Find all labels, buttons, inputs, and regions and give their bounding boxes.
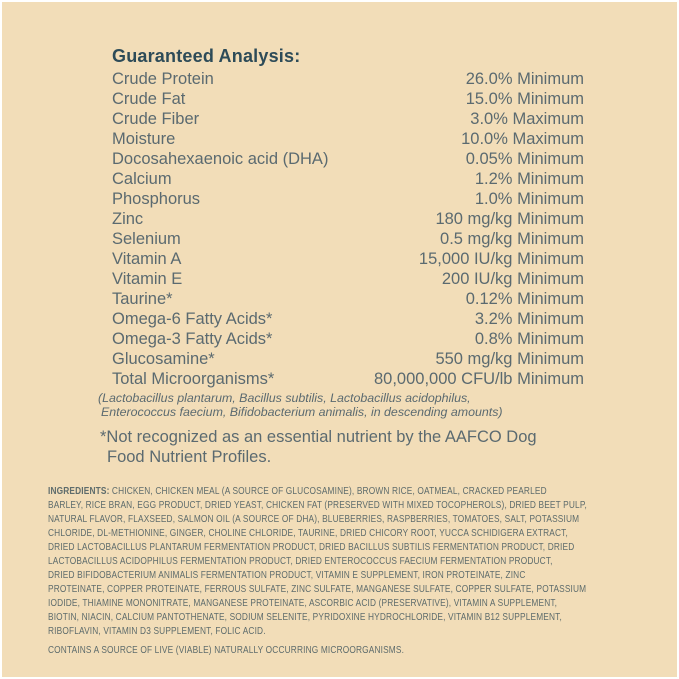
guaranteed-analysis-table (112, 69, 584, 389)
text-line: IODIDE, THIAMINE MONONITRATE, MANGANESE PROTEINATE, ASCORBIC ACID (PRESERVATIVE), VITAMIN A SUPPLEMENT, (48, 598, 558, 609)
nutrient-name: Vitamin E (112, 270, 183, 288)
nutrient-name: Crude Fiber (112, 110, 200, 128)
text-line: BIOTIN, NIACIN, CALCIUM PANTOTHENATE, SODIUM SELENITE, PYRIDOXINE HYDROCHLORIDE, VITAMIN B12 SUPPLEMENT, (48, 612, 562, 623)
analysis-row (112, 329, 584, 349)
nutrient-name: Crude Fat (112, 90, 186, 108)
nutrient-value: 0.12% Minimum (465, 290, 584, 308)
nutrient-name: Crude Protein (112, 70, 214, 88)
text-line: Enterococcus faecium, Bifidobacterium animalis, in descending amounts) (101, 405, 503, 419)
text-line: BARLEY, RICE BRAN, EGG PRODUCT, DRIED YEAST, CHICKEN FAT (PRESERVED WITH MIXED TOCOPHEROLS), DRIED BEET PULP, (48, 500, 587, 511)
text-line: PROTEINATE, COPPER PROTEINATE, FERROUS SULFATE, ZINC SULFATE, MANGANESE SULFATE, COPPER SULFATE, POTASSIUM (48, 584, 587, 595)
nutrient-value: 3.2% Minimum (474, 310, 584, 328)
aafco-footnote (100, 427, 600, 467)
analysis-row (112, 189, 584, 209)
text-line: DRIED LACTOBACILLUS PLANTARUM FERMENTATION PRODUCT, DRIED BACILLUS SUBTILIS FERMENTATION PRODUCT, DRIED (48, 542, 575, 553)
nutrient-name: Vitamin A (112, 250, 182, 268)
nutrient-value: 0.05% Minimum (465, 150, 584, 168)
nutrient-value: 80,000,000 CFU/lb Minimum (373, 370, 584, 388)
analysis-row (112, 349, 584, 369)
analysis-row (112, 269, 584, 289)
nutrient-name: Zinc (112, 210, 144, 228)
ingredients-first-line-text: CHICKEN, CHICKEN MEAL (A SOURCE OF GLUCOSAMINE), BROWN RICE, OATMEAL, CRACKED PEARLED (111, 486, 547, 497)
analysis-row (112, 209, 584, 229)
text-line: *Not recognized as an essential nutrient by the AAFCO Dog (100, 428, 537, 446)
ingredients-continuation-lines (48, 499, 640, 639)
text-line: Food Nutrient Profiles. (107, 448, 272, 466)
text-line: LACTOBACILLUS ACIDOPHILUS FERMENTATION PRODUCT, DRIED ENTEROCOCCUS FAECIUM FERMENTATION PRODUCT, (48, 556, 553, 567)
text-line: CHLORIDE, DL-METHIONINE, GINGER, CHOLINE CHLORIDE, TAURINE, DRIED CHICORY ROOT, YUCCA SCHIDIGERA EXTRACT, (48, 528, 568, 539)
nutrient-name: Glucosamine* (112, 350, 215, 368)
analysis-row (112, 169, 584, 189)
nutrient-value: 180 mg/kg Minimum (435, 210, 584, 228)
microorganism-species-note (98, 391, 578, 419)
nutrient-value: 3.0% Maximum (470, 110, 584, 128)
nutrient-value: 26.0% Minimum (465, 70, 584, 88)
nutrient-name: Omega-3 Fatty Acids* (112, 330, 273, 348)
nutrient-value: 15,000 IU/kg Minimum (418, 250, 584, 268)
nutrient-value: 1.0% Minimum (474, 190, 584, 208)
nutrient-name: Phosphorus (112, 190, 201, 208)
ingredients-section (48, 485, 640, 658)
analysis-row (112, 89, 584, 109)
nutrient-name: Calcium (112, 170, 172, 188)
analysis-row (112, 69, 584, 89)
guaranteed-analysis-title: Guaranteed Analysis: (112, 46, 301, 66)
text-line: (Lactobacillus plantarum, Bacillus subtilis, Lactobacillus acidophilus, (98, 391, 471, 405)
ingredients-first-line (48, 485, 640, 499)
nutrient-name: Docosahexaenoic acid (DHA) (112, 150, 329, 168)
text-line: NATURAL FLAVOR, FLAXSEED, SALMON OIL (A SOURCE OF DHA), BLUEBERRIES, RASPBERRIES, TOMATOES, SALT, POTASSIUM (48, 514, 580, 525)
analysis-row (112, 109, 584, 129)
text-line: RIBOFLAVIN, VITAMIN D3 SUPPLEMENT, FOLIC ACID. (48, 626, 266, 637)
analysis-row (112, 149, 584, 169)
nutrient-name: Moisture (112, 130, 176, 148)
analysis-row (112, 289, 584, 309)
analysis-row (112, 249, 584, 269)
analysis-row (112, 129, 584, 149)
analysis-row (112, 309, 584, 329)
ingredients-label: INGREDIENTS: (48, 486, 110, 497)
nutrient-value: 1.2% Minimum (474, 170, 584, 188)
nutrient-value: 0.5 mg/kg Minimum (440, 230, 584, 248)
nutrient-name: Total Microorganisms* (112, 370, 275, 388)
analysis-row (112, 229, 584, 249)
nutrient-value: 10.0% Maximum (461, 130, 584, 148)
nutrient-name: Omega-6 Fatty Acids* (112, 310, 273, 328)
nutrient-name: Taurine* (112, 290, 173, 308)
nutrient-value: 0.8% Minimum (474, 330, 584, 348)
analysis-row (112, 369, 584, 389)
nutrient-name: Selenium (112, 230, 181, 248)
text-line: DRIED BIFIDOBACTERIUM ANIMALIS FERMENTATION PRODUCT, VITAMIN E SUPPLEMENT, IRON PROTEINATE, ZINC (48, 570, 526, 581)
nutrient-value: 15.0% Minimum (465, 90, 584, 108)
nutrient-value: 200 IU/kg Minimum (441, 270, 584, 288)
contains-note: CONTAINS A SOURCE OF LIVE (VIABLE) NATURALLY OCCURRING MICROORGANISMS. (48, 645, 405, 656)
nutrient-value: 550 mg/kg Minimum (435, 350, 584, 368)
